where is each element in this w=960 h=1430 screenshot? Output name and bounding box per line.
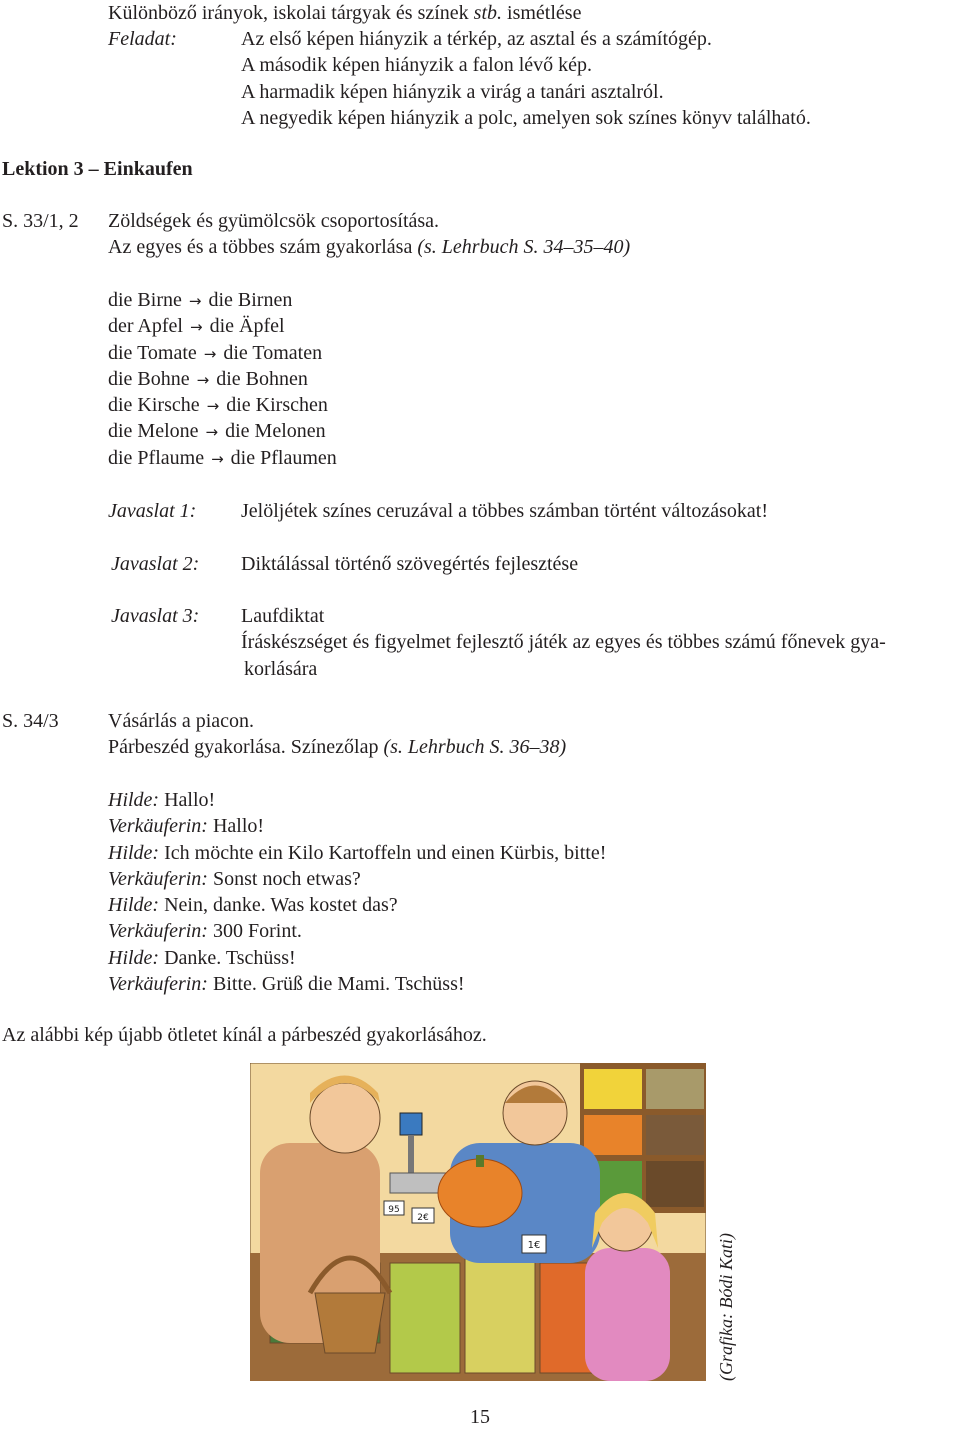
price-tag (522, 1235, 546, 1253)
svg-text:2€: 2€ (417, 1213, 429, 1223)
plural-item: die Tomate → die Tomaten (108, 341, 323, 364)
speaker: Hilde: (108, 841, 160, 864)
dialog-line: Verkäuferin: Sonst noch etwas? (108, 867, 361, 890)
svg-text:95: 95 (388, 1205, 400, 1215)
speaker: Hilde: (108, 789, 160, 811)
lesson-heading: Lektion 3 – Einkaufen (2, 158, 193, 180)
feladat-line: A negyedik képen hiányzik a polc, amelyen sok színes könyv található. (241, 106, 811, 129)
plural-list (108, 287, 337, 471)
price-tag (412, 1208, 434, 1223)
illustration-credit: (Grafika: Bódi Kati) (716, 1233, 736, 1381)
section-ref-s34: S. 34/3 (2, 710, 59, 732)
javaslat-label: Javaslat 2: (111, 553, 200, 575)
footer-note: Az alábbi kép újabb ötletet kínál a párbeszéd gyakorlásához. (2, 1024, 487, 1046)
dialog-line: Hilde: Danke. Tschüss! (108, 946, 296, 969)
speaker: Verkäuferin: (108, 973, 208, 996)
feladat-line: A második képen hiányzik a falon lévő kép. (241, 54, 593, 77)
section-s34-line2: Párbeszéd gyakorlása. Színezőlap (s. Lehrbuch S. 36–38) (108, 736, 567, 759)
javaslat-line: Íráskészséget és figyelmet fejlesztő játék az egyes és többes számú főnevek gya- (241, 631, 886, 654)
arrow-icon: → (189, 318, 203, 337)
speaker: Verkäuferin: (108, 920, 208, 943)
dialog-line: Verkäuferin: Bitte. Grüß die Mami. Tschüss! (108, 973, 465, 996)
javaslat-line: Laufdiktat (241, 605, 325, 627)
dialog-line: Verkäuferin: Hallo! (108, 815, 265, 838)
section-s34-line1: Vásárlás a piacon. (108, 710, 255, 732)
plural-item: die Birne → die Birnen (108, 289, 293, 311)
section-s33-line1: Zöldségek és gyümölcsök csoportosítása. (108, 210, 440, 232)
plural-item: die Melone → die Melonen (108, 420, 326, 443)
section-s33-line2: Az egyes és a többes szám gyakorlása (s. Lehrbuch S. 34–35–40) (108, 236, 631, 259)
speaker: Hilde: (108, 894, 160, 917)
section-s34-desc (108, 708, 566, 761)
arrow-icon: → (188, 292, 202, 310)
arrow-icon: → (196, 370, 210, 389)
dialog-line: Hilde: Nein, danke. Was kostet das? (108, 894, 398, 917)
speaker: Verkäuferin: (108, 867, 208, 890)
dialog (108, 787, 606, 997)
section-ref-s33: S. 33/1, 2 (2, 210, 79, 232)
intro-line: Különböző irányok, iskolai tárgyak és színek stb. ismétlése (108, 2, 582, 24)
price-tag (384, 1201, 404, 1215)
javaslat-label: Javaslat 1: (108, 500, 197, 522)
arrow-icon: → (211, 449, 224, 468)
svg-text:1€: 1€ (527, 1240, 541, 1251)
arrow-icon: → (206, 397, 220, 416)
javaslat-label: Javaslat 3: (111, 605, 200, 627)
page-number: 15 (470, 1406, 490, 1428)
speaker: Verkäuferin: (108, 815, 208, 838)
speaker: Hilde: (108, 946, 160, 969)
market-illustration (250, 1063, 706, 1381)
dialog-line: Hilde: Hallo! (108, 789, 216, 811)
feladat-label: Feladat: (108, 28, 177, 50)
feladat-line: A harmadik képen hiányzik a virág a tanári asztalról. (241, 80, 664, 103)
javaslat-text: Diktálással történő szövegértés fejlesztése (241, 553, 579, 575)
javaslat-text (241, 603, 886, 682)
arrow-icon: → (205, 423, 219, 442)
section-s33-desc (108, 208, 630, 261)
javaslat-line: korlására (244, 657, 318, 680)
feladat-lines (241, 26, 811, 131)
dialog-line: Verkäuferin: 300 Forint. (108, 920, 302, 943)
plural-item: die Bohne → die Bohnen (108, 367, 308, 390)
plural-item: die Pflaume → die Pflaumen (108, 446, 337, 469)
plural-item: der Apfel → die Äpfel (108, 315, 285, 338)
javaslat-text: Jelöljétek színes ceruzával a többes számban történt változásokat! (241, 500, 769, 522)
feladat-line: Az első képen hiányzik a térkép, az asztal és a számítógép. (241, 28, 712, 50)
arrow-icon: → (203, 344, 217, 363)
dialog-line: Hilde: Ich möchte ein Kilo Kartoffeln und einen Kürbis, bitte! (108, 841, 607, 864)
plural-item: die Kirsche → die Kirschen (108, 394, 328, 417)
